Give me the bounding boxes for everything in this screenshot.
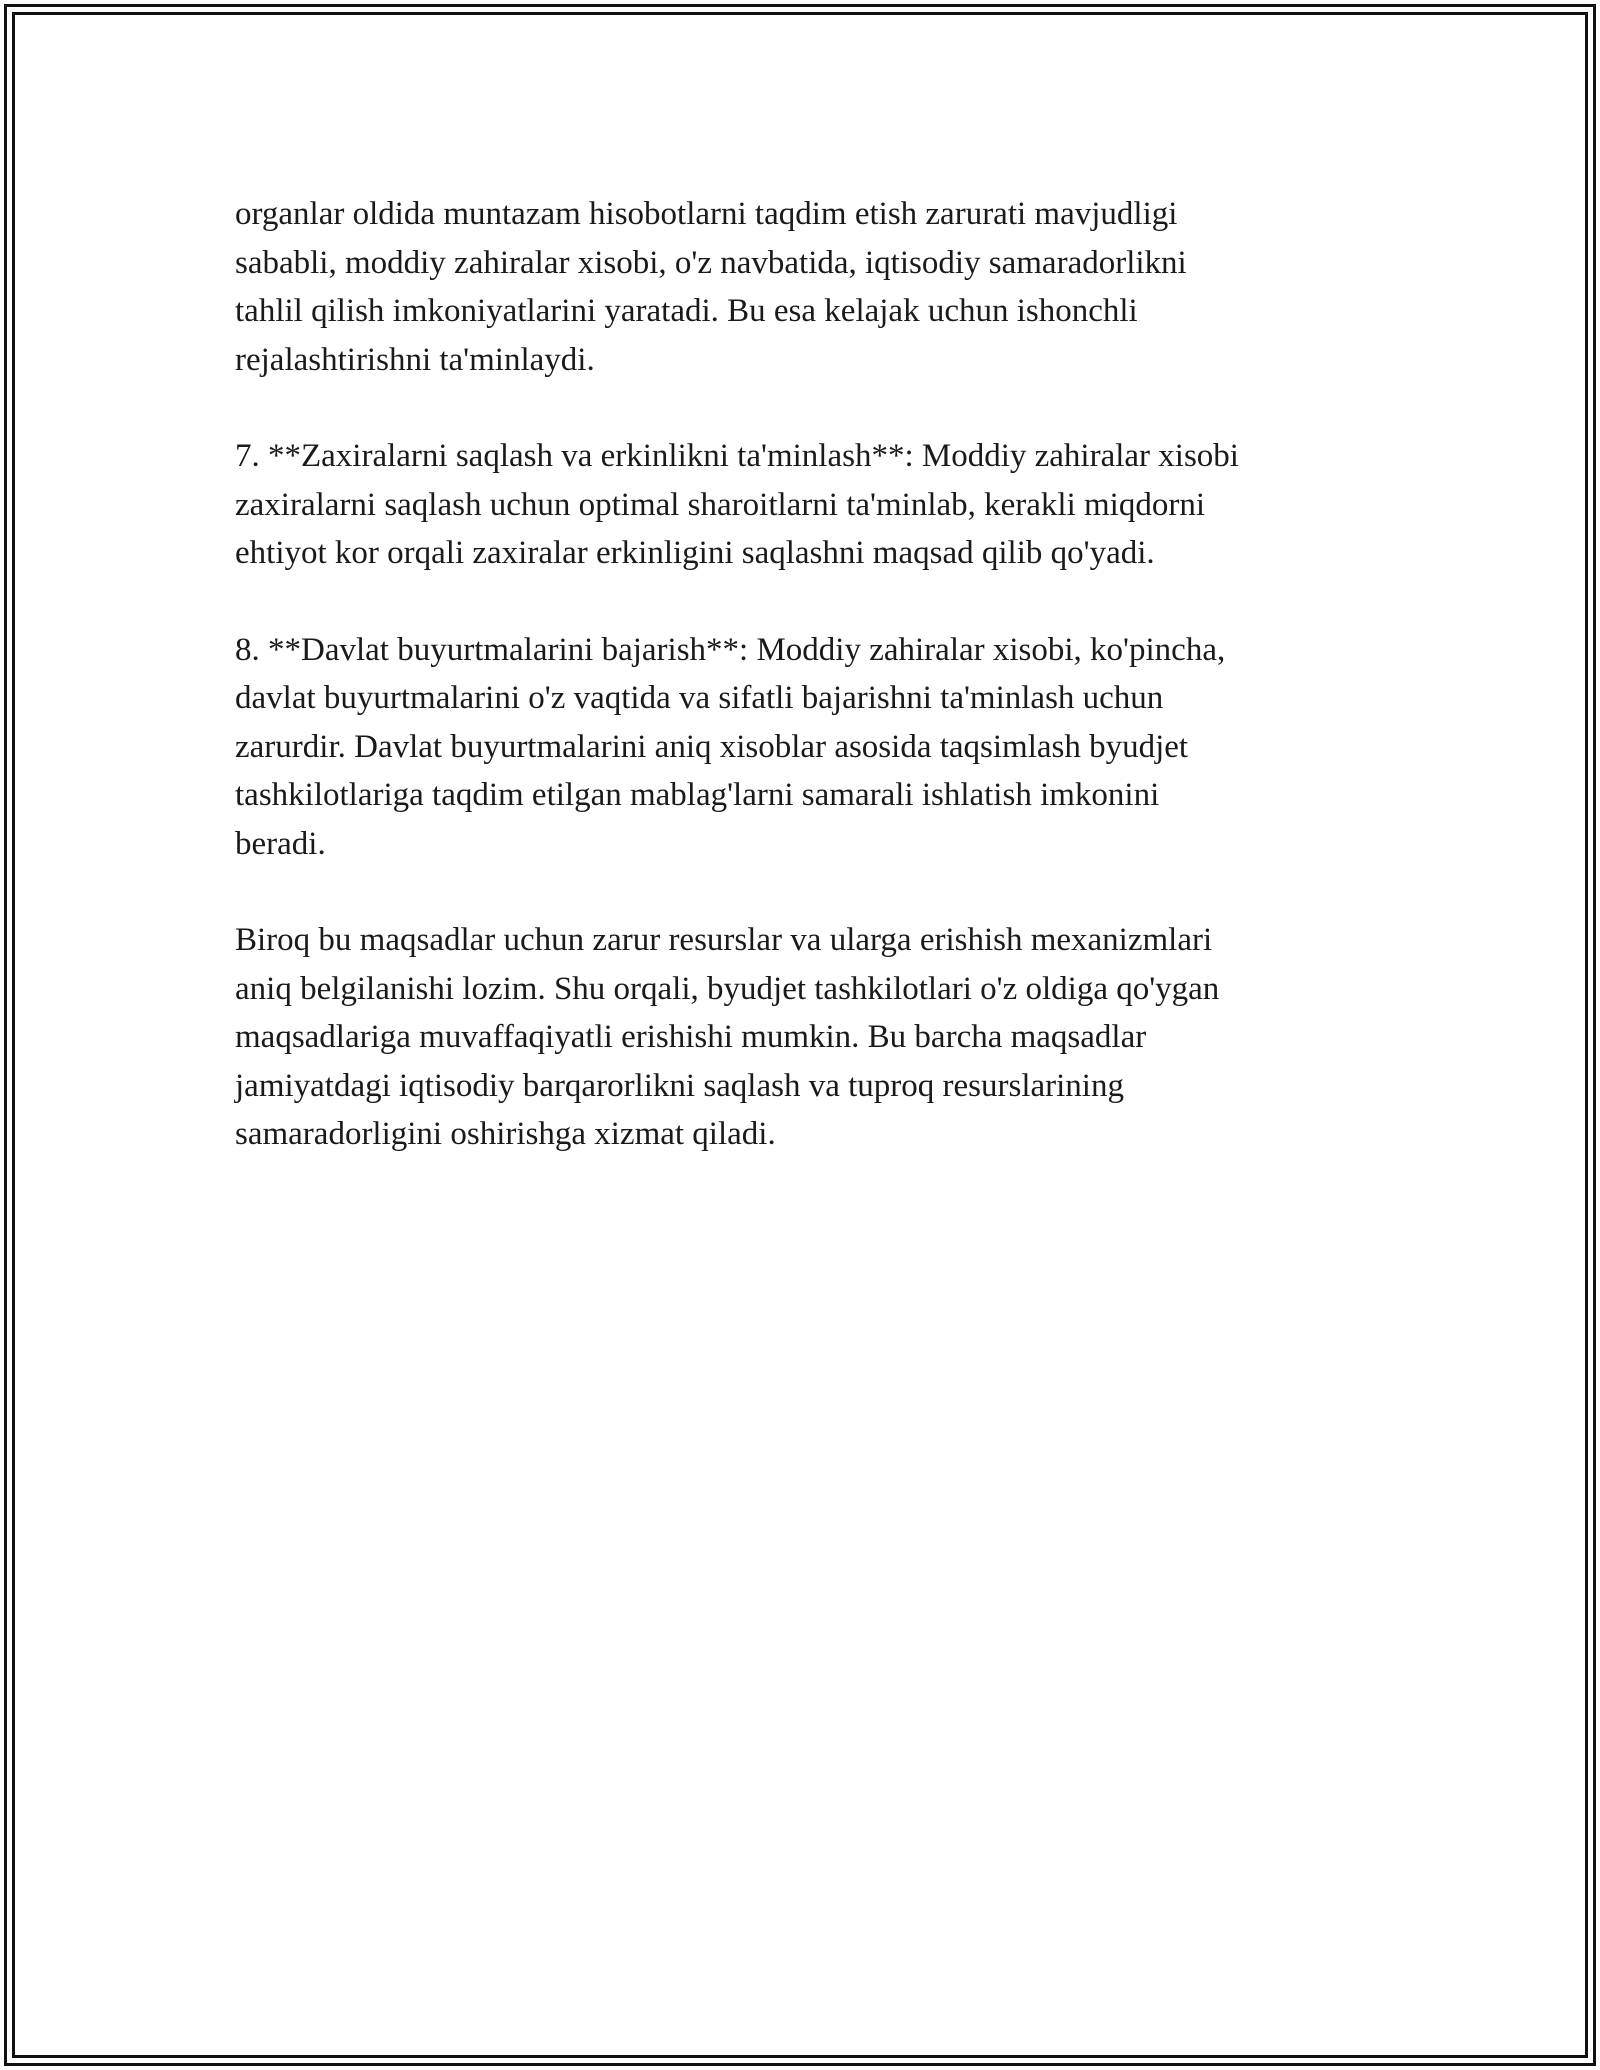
text-line: samaradorligini oshirishga xizmat qiladi. (235, 1116, 776, 1152)
text-line: tashkilotlariga taqdim etilgan mablag'larni samarali ishlatish imkonini (235, 777, 1160, 813)
text-line: davlat buyurtmalarini o'z vaqtida va sifatli bajarishni ta'minlash uchun (235, 680, 1164, 716)
text-line: rejalashtirishni ta'minlaydi. (235, 341, 595, 378)
text-line: tahlil qilish imkoniyatlarini yaratadi. Bu esa kelajak uchun ishonchli (235, 293, 1138, 329)
text-line: zarurdir. Davlat buyurtmalarini aniq xisoblar asosida taqsimlash byudjet (235, 728, 1189, 765)
paragraph-conclusion (235, 916, 1365, 1159)
text-line: 8. **Davlat buyurtmalarini bajarish**: Moddiy zahiralar xisobi, ko'pincha, (235, 631, 1226, 668)
text-line: aniq belgilanishi lozim. Shu orqali, byudjet tashkilotlari o'z oldiga qo'ygan (235, 970, 1220, 1007)
text-line: beradi. (235, 825, 326, 862)
text-line: 7. **Zaxiralarni saqlash va erkinlikni ta'minlash**: Moddiy zahiralar xisobi (235, 438, 1239, 474)
text-line: zaxiralarni saqlash uchun optimal sharoitlarni ta'minlab, kerakli miqdorni (235, 486, 1206, 523)
text-line: sababli, moddiy zahiralar xisobi, o'z navbatida, iqtisodiy samaradorlikni (235, 244, 1187, 281)
text-line: ehtiyot kor orqali zaxiralar erkinligini saqlashni maqsad qilib qo'yadi. (235, 535, 1155, 571)
paragraph-item-7 (235, 432, 1365, 578)
text-line: Biroq bu maqsadlar uchun zarur resurslar va ularga erishish mexanizmlari (235, 922, 1213, 958)
text-line: jamiyatdagi iqtisodiy barqarorlikni saqlash va tuproq resurslarining (235, 1067, 1124, 1104)
text-line: maqsadlariga muvaffaqiyatli erishishi mumkin. Bu barcha maqsadlar (235, 1019, 1147, 1055)
paragraph-continuation (235, 190, 1365, 384)
text-line: organlar oldida muntazam hisobotlarni taqdim etish zarurati mavjudligi (235, 196, 1178, 232)
document-body (235, 190, 1365, 1207)
paragraph-item-8 (235, 626, 1365, 869)
